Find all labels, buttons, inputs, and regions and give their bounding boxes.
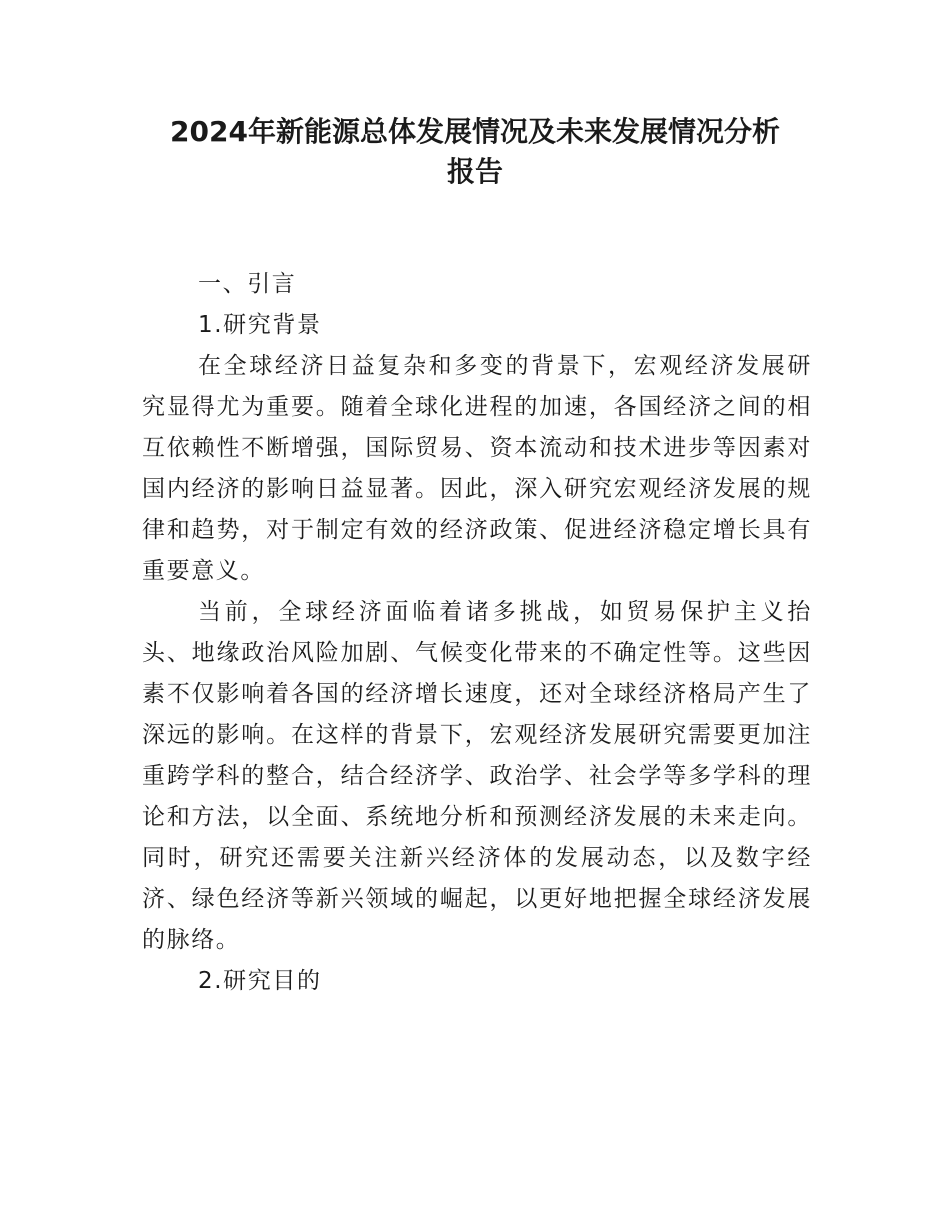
title-line-2: 报告 bbox=[446, 155, 503, 188]
paragraph-background-2: 当前，全球经济面临着诸多挑战，如贸易保护主义抬头、地缘政治风险加剧、气候变化带来的不确定性等。这些因素不仅影响着各国的经济增长速度，还对全球经济格局产生了深远的影响。在这样的背景下，宏观经济发展研究需要更加注重跨学科的整合，结合经济学、政治学、社会学等多学科的理论和方法，以全面、系统地分析和预测经济发展的未来走向。同时，研究还需要关注新兴经济体的发展动态，以及数字经济、绿色经济等新兴领域的崛起，以更好地把握全球经济发展的脉络。 bbox=[142, 599, 812, 953]
title-line-1: 2024年新能源总体发展情况及未来发展情况分析 bbox=[170, 115, 780, 148]
document-body bbox=[142, 264, 812, 1002]
document-title bbox=[120, 112, 830, 192]
section-heading-introduction: 一、引言 bbox=[198, 271, 297, 297]
paragraph-background-1: 在全球经济日益复杂和多变的背景下，宏观经济发展研究显得尤为重要。随着全球化进程的加速，各国经济之间的相互依赖性不断增强，国际贸易、资本流动和技术进步等因素对国内经济的影响日益显著。因此，深入研究宏观经济发展的规律和趋势，对于制定有效的经济政策、促进经济稳定增长具有重要意义。 bbox=[142, 353, 812, 584]
subsection-heading-purpose: 2.研究目的 bbox=[198, 968, 322, 994]
subsection-heading-background: 1.研究背景 bbox=[198, 312, 322, 338]
